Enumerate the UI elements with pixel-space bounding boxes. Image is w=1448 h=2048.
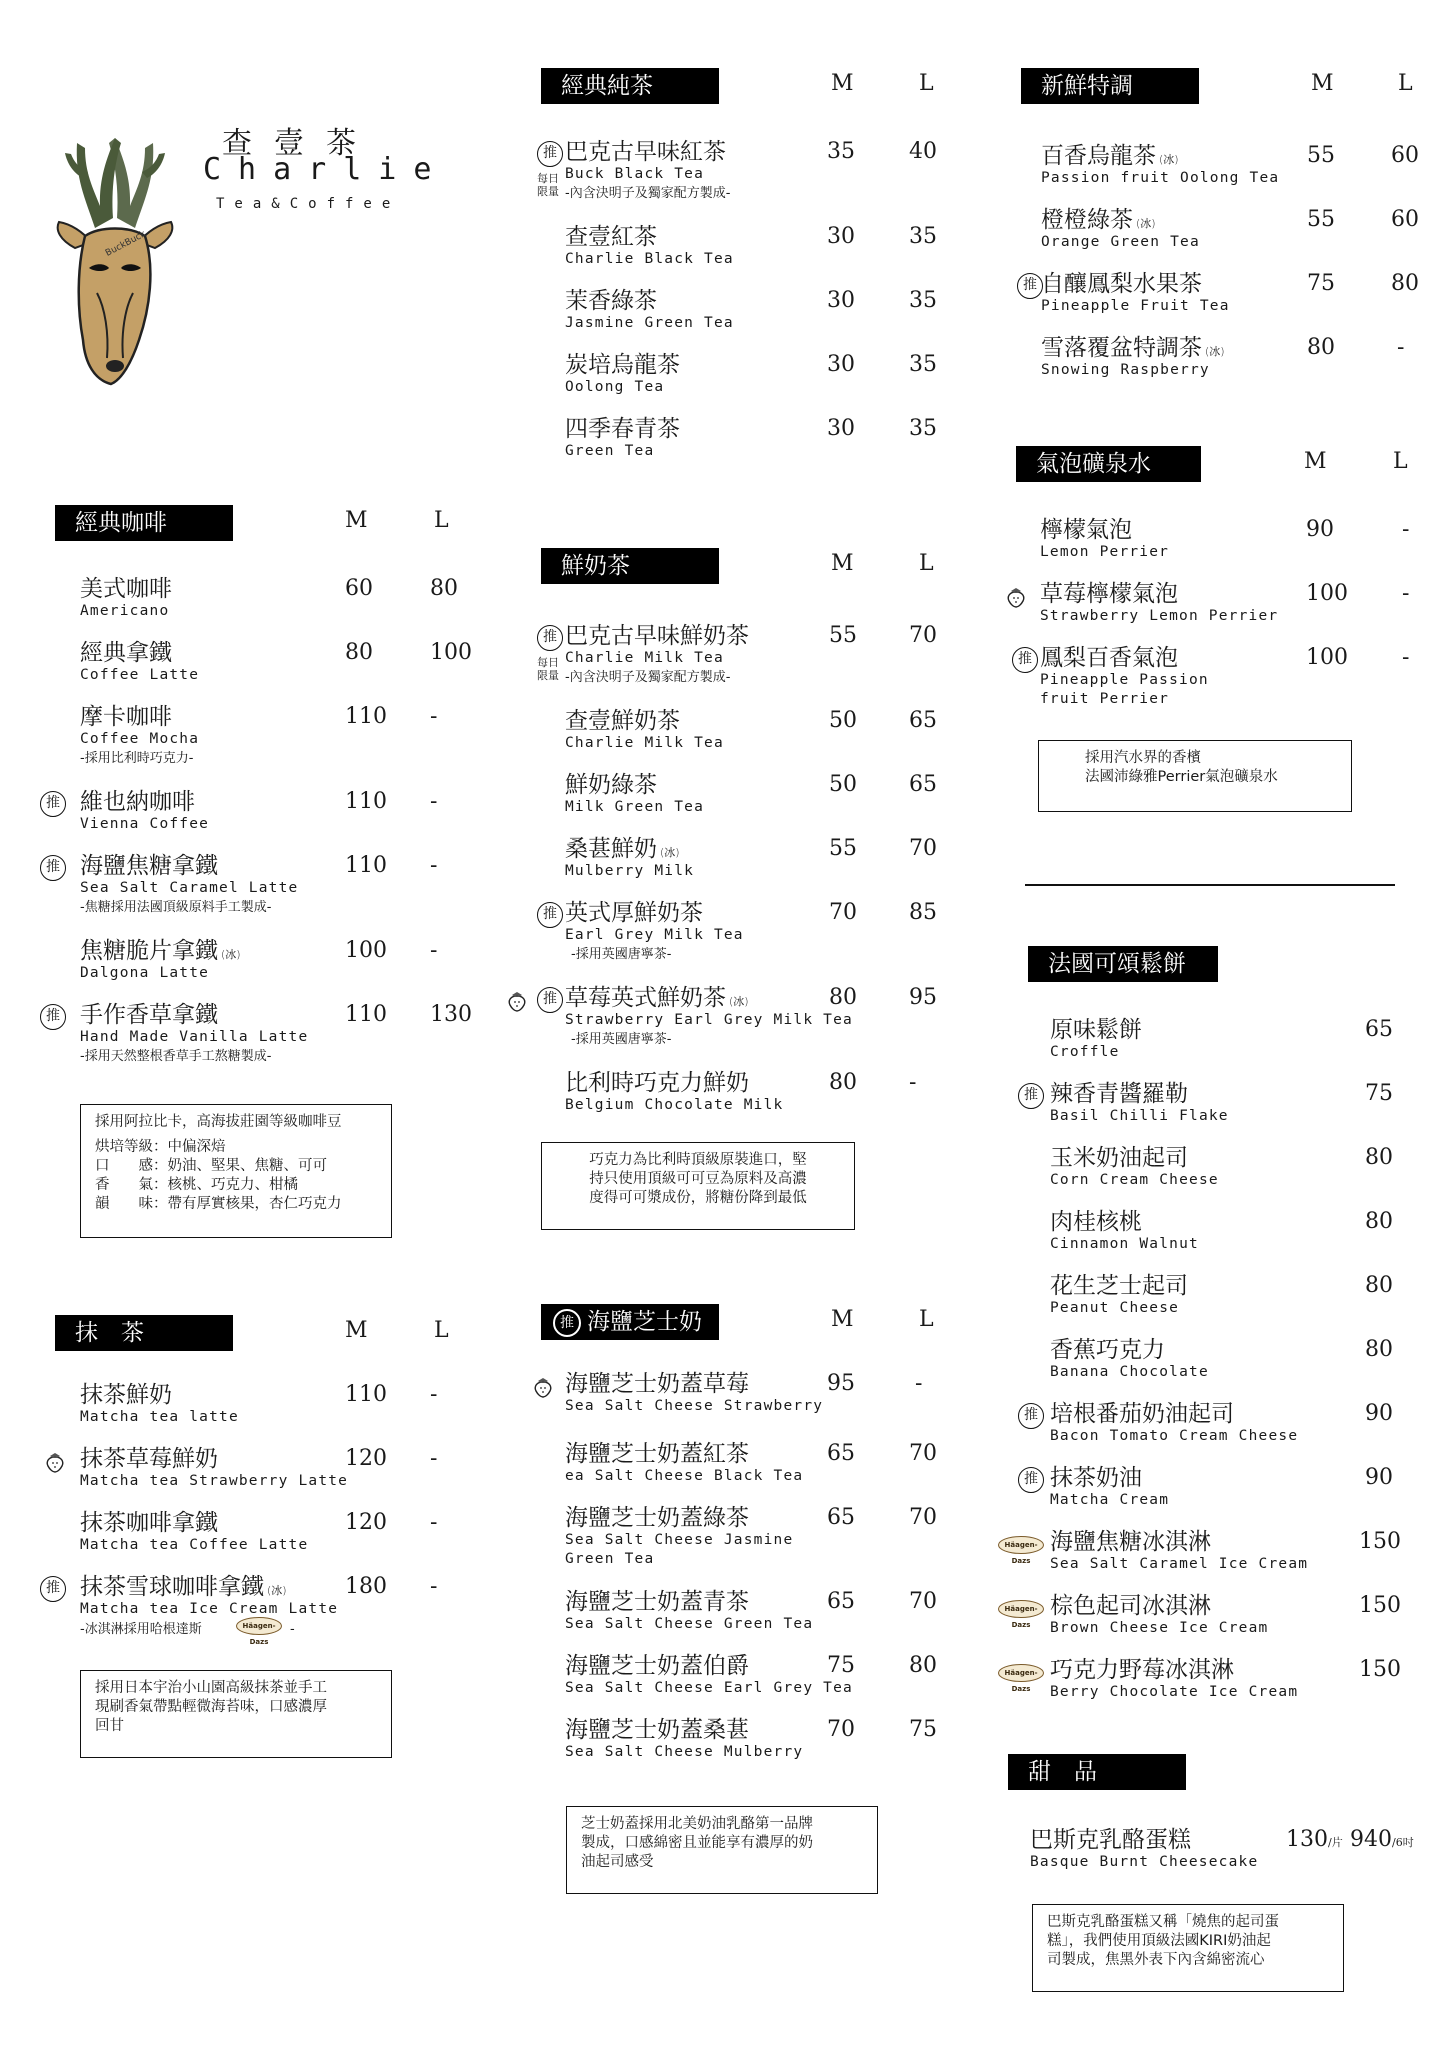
price-l: 35	[909, 416, 937, 441]
price-l: 80	[909, 1653, 937, 1678]
item-name: 海鹽芝士奶蓋伯爵	[565, 1653, 749, 1679]
price: 150	[1359, 1657, 1401, 1682]
item-name: 鳳梨百香氣泡	[1040, 645, 1178, 671]
item-name: 檸檬氣泡	[1040, 517, 1132, 543]
price-l: -	[430, 853, 438, 878]
item-english: Banana Chocolate	[1050, 1364, 1209, 1380]
item-name: 炭培烏龍茶	[565, 352, 680, 378]
ice-tag: (冰)	[1136, 217, 1156, 230]
section-title: 推 海鹽芝士奶蓋	[541, 1304, 719, 1340]
item-note: -採用比利時巧克力-	[80, 751, 194, 766]
haagen-dazs-logo-icon: Häagen-Dazs	[236, 1617, 282, 1635]
info-line: 烘培等級：中偏深焙	[95, 1139, 226, 1155]
item-name: 巴克古早味鮮奶茶	[565, 623, 749, 649]
item-name: 香蕉巧克力	[1050, 1337, 1165, 1363]
price: 90	[1365, 1465, 1393, 1490]
item-name: 海鹽芝士奶蓋草莓	[565, 1371, 749, 1397]
section-title: 法國可頌鬆餅	[1028, 946, 1218, 982]
strawberry-icon	[507, 990, 527, 1012]
item-english: Sea Salt Cheese Green Tea	[565, 1616, 814, 1632]
price: 65	[1365, 1017, 1393, 1042]
item-name: 培根番茄奶油起司	[1050, 1401, 1234, 1427]
price-l: 130	[430, 1002, 472, 1027]
price-l: 60	[1391, 207, 1419, 232]
info-line: 巧克力為比利時頂級原裝進口，堅	[589, 1152, 807, 1168]
item-english: Charlie Milk Tea	[565, 735, 724, 751]
section-title: 鮮奶茶	[541, 548, 719, 584]
price-m: 100	[1306, 581, 1348, 606]
price: 150	[1359, 1529, 1401, 1554]
recommend-icon: 推	[1018, 1083, 1044, 1109]
item-english: Hand Made Vanilla Latte	[80, 1029, 309, 1045]
price-l: 35	[909, 288, 937, 313]
price-m: 80	[829, 985, 857, 1010]
item-name: 茉香綠茶	[565, 288, 657, 314]
item-english: Strawberry Lemon Perrier	[1040, 608, 1279, 624]
cheese-foam-info-box	[566, 1806, 878, 1894]
price-l: 35	[909, 352, 937, 377]
section-croffle	[1004, 946, 1428, 1716]
info-line: 回甘	[95, 1718, 124, 1734]
price-m: 75	[827, 1653, 855, 1678]
info-line: 韻 味：帶有厚實核果，杏仁巧克力	[95, 1196, 342, 1212]
col-l: L	[919, 1307, 934, 1332]
strawberry-icon	[533, 1376, 553, 1398]
info-line: 法國沛綠雅Perrier氣泡礦泉水	[1085, 769, 1278, 785]
ice-tag: (冰)	[1205, 345, 1225, 358]
item-english: Passion fruit Oolong Tea	[1041, 170, 1280, 186]
item-note: -採用英國唐寧茶-	[571, 1032, 672, 1047]
item-name: 抹茶雪球咖啡拿鐵 (冰)	[80, 1574, 287, 1600]
item-english: Sea Salt Cheese Strawberry	[565, 1398, 824, 1414]
price-l: 70	[909, 1589, 937, 1614]
matcha-info-box	[80, 1670, 392, 1758]
item-english: Vienna Coffee	[80, 816, 210, 832]
section-title: 抹 茶	[55, 1315, 233, 1351]
deer-icon	[55, 118, 185, 388]
item-english: Croffle	[1050, 1044, 1120, 1060]
price-whole: 940/6吋	[1350, 1827, 1414, 1852]
item-english: Pineapple Passion	[1040, 672, 1209, 688]
section-title: 經典咖啡	[55, 505, 233, 541]
price-l: -	[430, 1510, 438, 1535]
col-l: L	[1398, 71, 1413, 96]
price-m: 55	[1307, 143, 1335, 168]
price-m: 30	[827, 288, 855, 313]
price: 75	[1365, 1081, 1393, 1106]
price-l: 75	[909, 1717, 937, 1742]
price-l: -	[430, 1382, 438, 1407]
item-english: Sea Salt Caramel Ice Cream	[1050, 1556, 1309, 1572]
info-line: 油起司感受	[581, 1854, 654, 1870]
section-divider	[1025, 884, 1395, 886]
milk-tea-info-box	[541, 1142, 855, 1230]
item-english: Sea Salt Caramel Latte	[80, 880, 299, 896]
item-english: Earl Grey Milk Tea	[565, 927, 744, 943]
item-note: -內含決明子及獨家配方製成-	[565, 670, 731, 685]
section-coffee	[46, 505, 475, 1145]
ice-tag: (冰)	[729, 995, 749, 1008]
item-name: 查壹紅茶	[565, 224, 657, 250]
haagen-dazs-logo-icon: Häagen-Dazs	[998, 1536, 1044, 1554]
item-english: Basil Chilli Flake	[1050, 1108, 1229, 1124]
section-matcha	[46, 1315, 475, 1675]
info-line: 香 氣：核桃、巧克力、柑橘	[95, 1177, 298, 1193]
price-l: -	[909, 1070, 917, 1095]
item-name: 經典拿鐵	[80, 640, 172, 666]
price-m: 70	[827, 1717, 855, 1742]
col-m: M	[1304, 449, 1327, 474]
col-l: L	[919, 71, 934, 96]
item-note: -內含決明子及獨家配方製成-	[565, 186, 731, 201]
price-m: 110	[345, 853, 387, 878]
item-english-line2: fruit Perrier	[1040, 691, 1170, 707]
price-l: -	[1402, 517, 1410, 542]
dessert-info-box	[1032, 1904, 1344, 1992]
price-m: 80	[345, 640, 373, 665]
ice-tag: (冰)	[221, 948, 241, 961]
item-english: Green Tea	[565, 443, 655, 459]
item-english: Charlie Milk Tea	[565, 650, 724, 666]
price: 150	[1359, 1593, 1401, 1618]
price-m: 50	[829, 772, 857, 797]
item-english: Basque Burnt Cheesecake	[1030, 1854, 1259, 1870]
item-english: Berry Chocolate Ice Cream	[1050, 1684, 1299, 1700]
section-cheese-foam	[541, 1304, 961, 1774]
section-pure-tea	[537, 68, 961, 488]
item-name: 玉米奶油起司	[1050, 1145, 1188, 1171]
unit: /6吋	[1392, 1836, 1414, 1849]
price-l: -	[430, 704, 438, 729]
item-name: 百香烏龍茶 (冰)	[1041, 143, 1179, 169]
item-note: -焦糖採用法國頂級原料手工製成-	[80, 900, 272, 915]
section-title: 氣泡礦泉水	[1016, 446, 1201, 482]
recommend-icon: 推	[1018, 1403, 1044, 1429]
col-m: M	[345, 1318, 368, 1343]
price-l: -	[430, 938, 438, 963]
item-english: Sea Salt Cheese Jasmine	[565, 1532, 794, 1548]
item-name: 抹茶草莓鮮奶	[80, 1446, 218, 1472]
recommend-icon: 推	[1012, 647, 1038, 673]
price-l: 70	[909, 623, 937, 648]
item-name: 摩卡咖啡	[80, 704, 172, 730]
recommend-icon: 推	[40, 791, 66, 817]
col-m: M	[831, 71, 854, 96]
info-line: 持只使用頂級可可豆為原料及高濃	[589, 1171, 807, 1187]
col-m: M	[831, 551, 854, 576]
item-name: 抹茶鮮奶	[80, 1382, 172, 1408]
info-line: 採用阿拉比卡，高海拔莊園等級咖啡豆	[95, 1114, 342, 1130]
item-name: 草莓檸檬氣泡	[1040, 581, 1178, 607]
price-m: 65	[827, 1441, 855, 1466]
info-line: 採用汽水界的香檳	[1085, 750, 1201, 766]
price-m: 110	[345, 1382, 387, 1407]
item-name: 美式咖啡	[80, 576, 172, 602]
price-m: 65	[827, 1589, 855, 1614]
item-english: Milk Green Tea	[565, 799, 705, 815]
info-line: 芝士奶蓋採用北美奶油乳酪第一品牌	[581, 1816, 813, 1832]
info-line: 口 感：奶油、堅果、焦糖、可可	[95, 1158, 327, 1174]
price-m: 80	[829, 1070, 857, 1095]
item-english: Matcha tea latte	[80, 1409, 239, 1425]
item-english: Corn Cream Cheese	[1050, 1172, 1219, 1188]
item-name: 花生芝士起司	[1050, 1273, 1188, 1299]
daily-limited-label: 每日限量	[537, 656, 559, 682]
item-english: Jasmine Green Tea	[565, 315, 734, 331]
price: 80	[1365, 1273, 1393, 1298]
item-name: 海鹽芝士奶蓋紅茶	[565, 1441, 749, 1467]
price-m: 55	[1307, 207, 1335, 232]
brand-signature: BuckBuck	[104, 229, 148, 259]
item-english: Coffee Mocha	[80, 731, 200, 747]
price: 90	[1365, 1401, 1393, 1426]
price-m: 100	[345, 938, 387, 963]
item-name: 巴斯克乳酪蛋糕	[1030, 1827, 1191, 1853]
price-m: 75	[1307, 271, 1335, 296]
brand-name-chinese: 查壹茶	[222, 126, 378, 161]
item-name: 巧克力野莓冰淇淋	[1050, 1657, 1234, 1683]
item-name: 原味鬆餅	[1050, 1017, 1142, 1043]
price-m: 110	[345, 1002, 387, 1027]
ice-tag: (冰)	[1159, 153, 1179, 166]
item-name: 海鹽焦糖拿鐵	[80, 853, 218, 879]
item-note: -採用英國唐寧茶-	[571, 947, 672, 962]
price-l: -	[1402, 645, 1410, 670]
price-l: 80	[1391, 271, 1419, 296]
price: 80	[1365, 1337, 1393, 1362]
price: 80	[1365, 1145, 1393, 1170]
item-name: 棕色起司冰淇淋	[1050, 1593, 1211, 1619]
item-english: ea Salt Cheese Black Tea	[565, 1468, 804, 1484]
recommend-icon: 推	[40, 1004, 66, 1030]
price-m: 35	[827, 139, 855, 164]
item-english: Oolong Tea	[565, 379, 665, 395]
info-line: 現刷香氣帶點輕微海苔味，口感濃厚	[95, 1699, 327, 1715]
price-l: -	[430, 789, 438, 814]
coffee-info-box	[80, 1104, 392, 1238]
item-name: 維也納咖啡	[80, 789, 195, 815]
strawberry-icon	[45, 1451, 65, 1473]
price-m: 55	[829, 623, 857, 648]
recommend-icon: 推	[40, 1576, 66, 1602]
price-m: 110	[345, 789, 387, 814]
item-name: 草莓英式鮮奶茶 (冰)	[565, 985, 749, 1011]
item-english: Strawberry Earl Grey Milk Tea	[565, 1012, 853, 1028]
daily-limited-label: 每日限量	[537, 172, 559, 198]
item-english: Orange Green Tea	[1041, 234, 1200, 250]
item-name: 辣香青醬羅勒	[1050, 1081, 1188, 1107]
item-name: 手作香草拿鐵	[80, 1002, 218, 1028]
item-name: 肉桂核桃	[1050, 1209, 1142, 1235]
item-english: Mulberry Milk	[565, 863, 695, 879]
item-english: Buck Black Tea	[565, 166, 705, 182]
item-name: 焦糖脆片拿鐵 (冰)	[80, 938, 241, 964]
item-name: 英式厚鮮奶茶	[565, 900, 703, 926]
item-english: Matcha tea Coffee Latte	[80, 1537, 309, 1553]
item-name: 桑葚鮮奶 (冰)	[565, 836, 680, 862]
price-m: 100	[1306, 645, 1348, 670]
item-name: 海鹽芝士奶蓋綠茶	[565, 1505, 749, 1531]
price-m: 70	[829, 900, 857, 925]
price-m: 120	[345, 1510, 387, 1535]
price-l: 85	[909, 900, 937, 925]
item-name: 抹茶咖啡拿鐵	[80, 1510, 218, 1536]
price-l: 60	[1391, 143, 1419, 168]
price-m: 80	[1307, 335, 1335, 360]
price-l: -	[430, 1574, 438, 1599]
price-l: 65	[909, 708, 937, 733]
item-english: Matcha tea Strawberry Latte	[80, 1473, 349, 1489]
section-title: 新鮮特調	[1021, 68, 1199, 104]
col-l: L	[919, 551, 934, 576]
item-name: 橙橙綠茶 (冰)	[1041, 207, 1156, 233]
price-l: 100	[430, 640, 472, 665]
brand-name-english: Charlie	[203, 152, 449, 187]
item-english: Charlie Black Tea	[565, 251, 734, 267]
info-line: 司製成，焦黑外表下內含綿密流心	[1047, 1952, 1265, 1968]
item-english: Matcha tea Ice Cream Latte	[80, 1601, 339, 1617]
price-l: -	[1397, 335, 1405, 360]
price-l: 40	[909, 139, 937, 164]
item-english: Dalgona Latte	[80, 965, 210, 981]
col-m: M	[831, 1307, 854, 1332]
recommend-icon: 推	[537, 141, 563, 167]
item-english: Cinnamon Walnut	[1050, 1236, 1199, 1252]
price-l: 95	[909, 985, 937, 1010]
recommend-icon: 推	[1018, 1467, 1044, 1493]
item-english: Bacon Tomato Cream Cheese	[1050, 1428, 1299, 1444]
info-line: 度得可可漿成份，將糖份降到最低	[589, 1190, 807, 1206]
info-line: 採用日本宇治小山園高級抹茶並手工	[95, 1680, 327, 1696]
item-english: Sea Salt Cheese Earl Grey Tea	[565, 1680, 853, 1696]
price: 80	[1365, 1209, 1393, 1234]
item-english: Americano	[80, 603, 170, 619]
price-m: 30	[827, 352, 855, 377]
price-l: 70	[909, 1441, 937, 1466]
price-l: -	[430, 1446, 438, 1471]
recommend-icon: 推	[553, 1309, 581, 1337]
col-m: M	[1311, 71, 1334, 96]
item-name: 四季春青茶	[565, 416, 680, 442]
item-name: 海鹽芝士奶蓋桑葚	[565, 1717, 749, 1743]
unit: /片	[1328, 1836, 1343, 1849]
haagen-dazs-logo-icon: Häagen-Dazs	[998, 1664, 1044, 1682]
info-line: 巴斯克乳酪蛋糕又稱「燒焦的起司蛋	[1047, 1914, 1279, 1930]
item-name: 海鹽芝士奶蓋青茶	[565, 1589, 749, 1615]
section-milk-tea	[537, 548, 961, 1128]
item-english: Sea Salt Cheese Mulberry	[565, 1744, 804, 1760]
price-m: 30	[827, 224, 855, 249]
item-note-end: -	[290, 1622, 295, 1637]
section-sparkling	[1016, 446, 1416, 726]
col-l: L	[1393, 449, 1408, 474]
price-m: 95	[827, 1371, 855, 1396]
item-note: -冰淇淋採用哈根達斯	[80, 1622, 202, 1637]
haagen-dazs-logo-icon: Häagen-Dazs	[998, 1600, 1044, 1618]
info-line: 糕」，我們使用頂級法國KIRI奶油起	[1047, 1933, 1271, 1949]
item-name: 巴克古早味紅茶	[565, 139, 726, 165]
ice-tag: (冰)	[267, 1584, 287, 1597]
item-name: 雪落覆盆特調茶 (冰)	[1041, 335, 1225, 361]
ice-tag: (冰)	[660, 846, 680, 859]
section-title: 甜 品	[1008, 1754, 1186, 1790]
section-dessert	[1008, 1754, 1428, 1874]
price-l: 35	[909, 224, 937, 249]
price-m: 110	[345, 704, 387, 729]
price-m: 50	[829, 708, 857, 733]
item-english: Snowing Raspberry	[1041, 362, 1210, 378]
item-english: Lemon Perrier	[1040, 544, 1170, 560]
price-m: 60	[345, 576, 373, 601]
price-l: -	[915, 1371, 923, 1396]
recommend-icon: 推	[537, 987, 563, 1013]
item-name: 查壹鮮奶茶	[565, 708, 680, 734]
item-name: 自釀鳳梨水果茶	[1041, 271, 1202, 297]
col-l: L	[434, 508, 449, 533]
item-note: -採用天然整根香草手工熬糖製成-	[80, 1049, 272, 1064]
price-l: 65	[909, 772, 937, 797]
strawberry-icon	[1006, 586, 1026, 608]
price-l: 70	[909, 836, 937, 861]
col-l: L	[434, 1318, 449, 1343]
col-m: M	[345, 508, 368, 533]
section-title: 經典純茶	[541, 68, 719, 104]
info-line: 製成，口感綿密且並能享有濃厚的奶	[581, 1835, 813, 1851]
price-m: 120	[345, 1446, 387, 1471]
sparkling-info-box	[1038, 740, 1352, 812]
item-name: 海鹽焦糖冰淇淋	[1050, 1529, 1211, 1555]
price-m: 55	[829, 836, 857, 861]
price-m: 65	[827, 1505, 855, 1530]
recommend-icon: 推	[1017, 273, 1043, 299]
item-name: 比利時巧克力鮮奶	[565, 1070, 749, 1096]
item-english: Pineapple Fruit Tea	[1041, 298, 1230, 314]
price-m: 30	[827, 416, 855, 441]
price-l: 80	[430, 576, 458, 601]
item-name: 鮮奶綠茶	[565, 772, 657, 798]
item-english: Belgium Chocolate Milk	[565, 1097, 784, 1113]
price-m: 90	[1306, 517, 1334, 542]
price-l: -	[1402, 581, 1410, 606]
price-m: 180	[345, 1574, 387, 1599]
item-english-line2: Green Tea	[565, 1551, 655, 1567]
item-english: Coffee Latte	[80, 667, 200, 683]
item-name: 抹茶奶油	[1050, 1465, 1142, 1491]
brand-tagline: Tea&Coffee	[216, 196, 401, 212]
section-fresh	[1021, 68, 1421, 398]
item-english: Brown Cheese Ice Cream	[1050, 1620, 1269, 1636]
recommend-icon: 推	[537, 902, 563, 928]
price-l: 70	[909, 1505, 937, 1530]
item-english: Matcha Cream	[1050, 1492, 1170, 1508]
recommend-icon: 推	[40, 855, 66, 881]
price-slice: 130/片	[1286, 1827, 1343, 1852]
recommend-icon: 推	[537, 625, 563, 651]
item-english: Peanut Cheese	[1050, 1300, 1180, 1316]
